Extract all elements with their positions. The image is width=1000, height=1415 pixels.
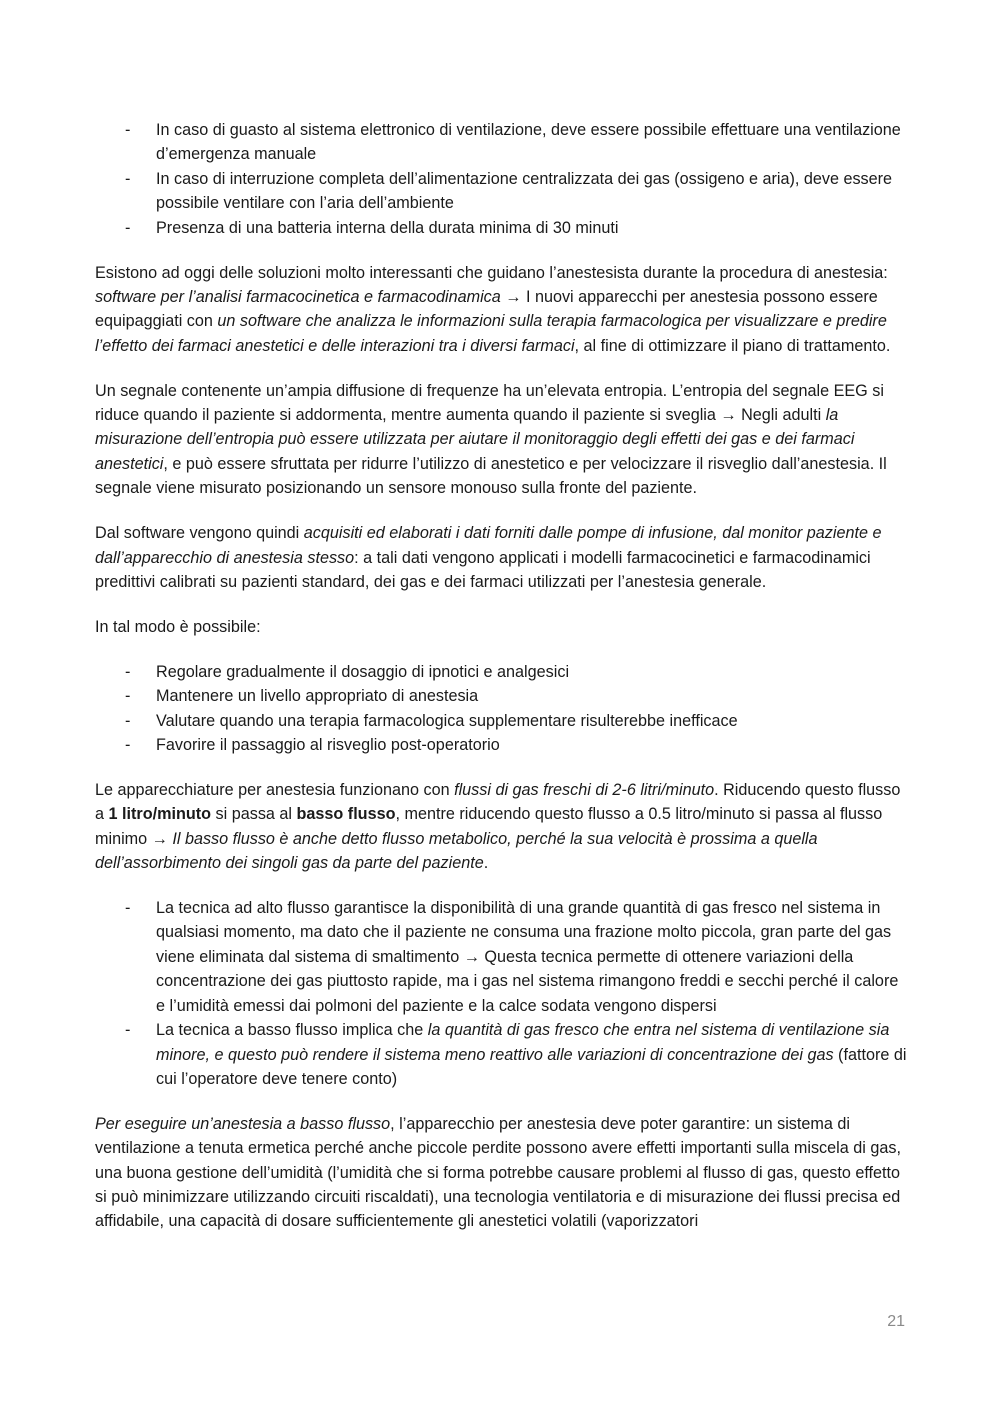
page-number: 21: [887, 1313, 905, 1330]
arrow-icon: →: [463, 947, 480, 966]
bullet-dash: -: [125, 687, 131, 706]
requirements-list: [95, 118, 907, 240]
bullet-dash: -: [125, 899, 131, 918]
paragraph-software: Esistono ad oggi delle soluzioni molto interessanti che guidano l’anestesista durante la procedura di anestesia: software per l’analisi farmacocinetica e farmacodinamica → I nuovi apparecchi per anestesia possono essere equipaggiati con un software che analizza le informazioni sulla terapia farmacologica per visualizzare e predire l’effetto dei farmaci anestetici e delle interazioni tra i diversi farmaci, al fine di ottimizzare il piano di trattamento.: [95, 263, 891, 355]
possibilities-list: [95, 660, 907, 758]
paragraph-intro-list: In tal modo è possibile:: [95, 617, 261, 636]
paragraph-gas-flow: Le apparecchiature per anestesia funzionano con flussi di gas freschi di 2-6 litri/minuto. Riducendo questo flusso a 1 litro/minuto si passa al basso flusso, mentre riducendo questo flusso a 0.5 litro/minuto si passa al flusso minimo → Il basso flusso è anche detto flusso metabolico, perché la sua velocità è prossima a quella dell’assorbimento dei singoli gas da parte del paziente.: [95, 780, 901, 873]
bullet-dash: -: [125, 736, 131, 755]
bullet-dash: -: [125, 169, 131, 188]
list-item-text: Favorire il passaggio al risveglio post-operatorio: [156, 736, 500, 755]
flow-techniques-list: [95, 896, 907, 1091]
list-item: [95, 118, 907, 167]
list-item-text: Regolare gradualmente il dosaggio di ipnotici e analgesici: [156, 662, 570, 681]
list-item: [95, 684, 907, 708]
list-item-text: Mantenere un livello appropriato di anestesia: [156, 687, 479, 706]
paragraph-data-processing: Dal software vengono quindi acquisiti ed elaborati i dati forniti dalle pompe di infusione, dal monitor paziente e dall’apparecchio di anestesia stesso: a tali dati vengono applicati i modelli farmacocinetici e farmacodinamici predittivi calibrati su pazienti standard, dei gas e dei farmaci utilizzati per l’anestesia generale.: [95, 524, 882, 591]
list-item: [95, 216, 907, 240]
list-item: [95, 733, 907, 757]
list-item: - La tecnica a basso flusso implica che la quantità di gas fresco che entra nel sistema di ventilazione sia minore, e questo può rendere il sistema meno reattivo alle variazioni di concentrazione dei gas (fattore di cui l’operatore deve tenere conto): [95, 1018, 907, 1091]
arrow-icon: →: [151, 829, 168, 848]
list-item: [95, 660, 907, 684]
list-item: [95, 167, 907, 216]
list-item-text: In caso di guasto al sistema elettronico di ventilazione, deve essere possibile effettuare una ventilazione d’emergenza manuale: [156, 121, 901, 164]
list-item: - La tecnica ad alto flusso garantisce la disponibilità di una grande quantità di gas fresco nel sistema in qualsiasi momento, ma dato che il paziente ne consuma una frazione molto piccola, gran parte del gas viene eliminata dal sistema di smaltimento → Questa tecnica permette di ottenere variazioni della concentrazione dei gas piuttosto rapide, ma i gas nel sistema rimangono freddi e secchi perché il calore e l’umidità emessi dai polmoni del paziente e la calce sodata vengono dispersi: [95, 896, 907, 1018]
text-column: [95, 118, 907, 1234]
bullet-dash: -: [125, 662, 131, 681]
list-item-text: Presenza di una batteria interna della durata minima di 30 minuti: [156, 218, 619, 237]
arrow-icon: →: [720, 406, 737, 425]
list-item-text: In caso di interruzione completa dell’alimentazione centralizzata dei gas (ossigeno e aria), deve essere possibile ventilare con l’aria dell’ambiente: [156, 169, 893, 213]
arrow-icon: →: [505, 287, 522, 306]
bullet-dash: -: [125, 1021, 131, 1040]
paragraph-entropy: Un segnale contenente un’ampia diffusione di frequenze ha un’elevata entropia. L’entropia del segnale EEG si riduce quando il paziente si addormenta, mentre aumenta quando il paziente si sveglia → Negli adulti la misurazione dell’entropia può essere utilizzata per aiutare il monitoraggio degli effetti dei gas e dei farmaci anestetici, e può essere sfruttata per ridurre l’utilizzo di anestetico e per velocizzare il risveglio dall’anestesia. Il segnale viene misurato posizionando un sensore monouso sulla fronte del paziente.: [95, 381, 887, 498]
bullet-dash: -: [125, 711, 131, 730]
list-item: [95, 709, 907, 733]
paragraph-low-flow-requirements: Per eseguire un’anestesia a basso flusso, l’apparecchio per anestesia deve poter garantire: un sistema di ventilazione a tenuta ermetica perché anche piccole perdite possono avere effetti importanti sulla miscela di gas, una buona gestione dell’umidità (l’umidità che si forma potrebbe causare problemi al flusso di gas, questo effetto si può minimizzare utilizzando circuiti riscaldati), una tecnologia ventilatoria e di misurazione dei flussi precisa ed affidabile, una capacità di dosare sufficientemente gli anestetici volatili (vaporizzatori: [95, 1114, 901, 1231]
list-item-text: Valutare quando una terapia farmacologica supplementare risulterebbe inefficace: [156, 711, 738, 730]
bullet-dash: -: [125, 121, 131, 139]
bullet-dash: -: [125, 218, 131, 237]
